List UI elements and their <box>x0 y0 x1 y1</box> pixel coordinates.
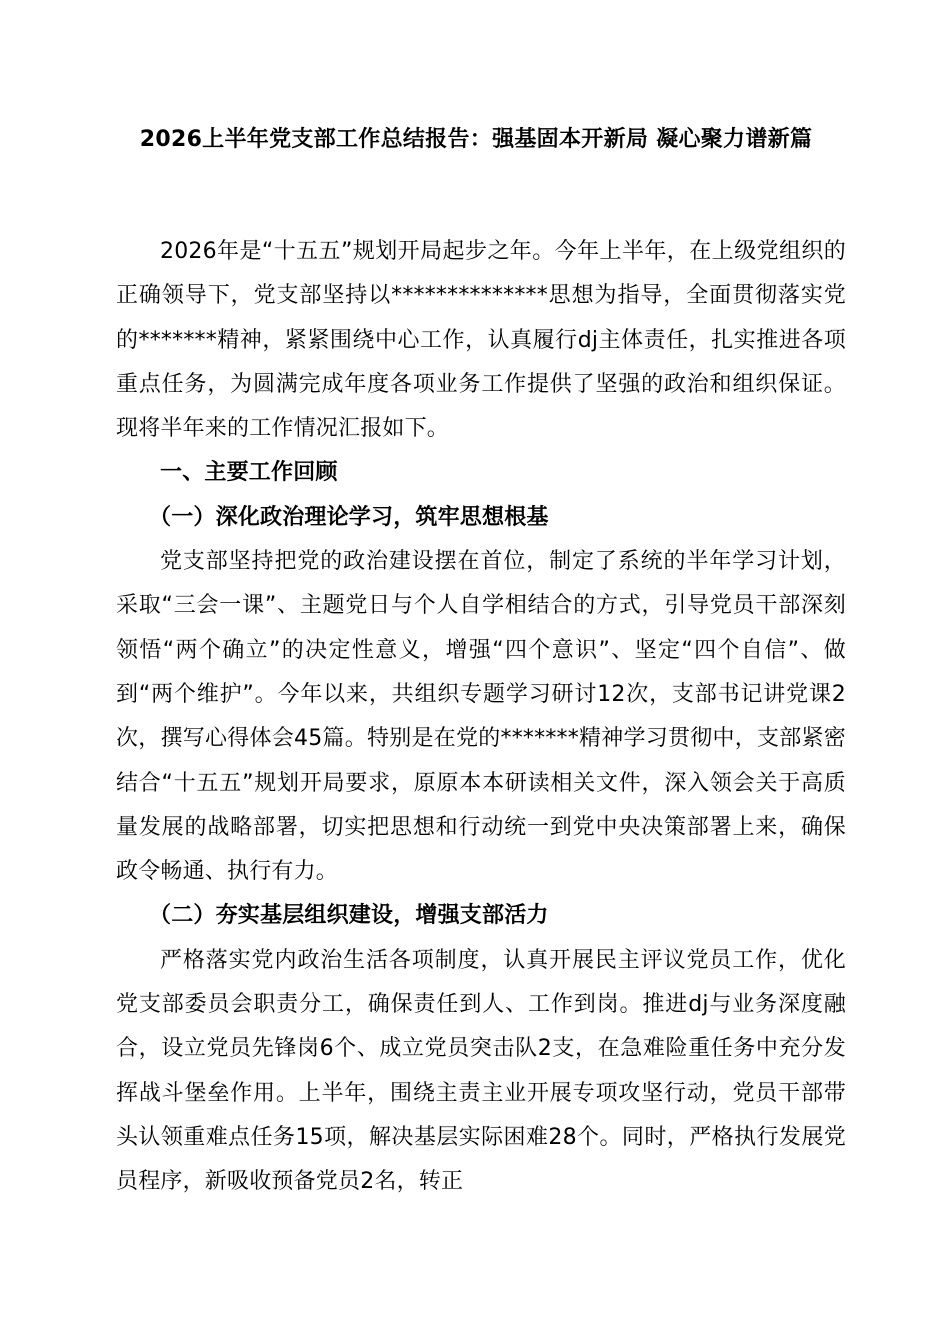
subsection-paragraph-1: 党支部坚持把党的政治建设摆在首位，制定了系统的半年学习计划，采取“三会一课”、主题党日与个人自学相结合的方式，引导党员干部深刻领悟“两个确立”的决定性意义，增强“四个意识”、坚定“四个自信”、做到“两个维护”。今年以来，共组织专题学习研讨12次，支部书记讲党课2次，撰写心得体会45篇。特别是在党的*******精神学习贯彻中，支部紧密结合“十五五”规划开局要求，原原本本研读相关文件，深入领会关于高质量发展的战略部署，切实把思想和行动统一到党中央决策部署上来，确保政令畅通、执行有力。 <box>116 549 846 885</box>
subsection-heading-2: （二）夯实基层组织建设，增强支部活力 <box>149 903 549 929</box>
subsection-paragraph-2: 严格落实党内政治生活各项制度，认真开展民主评议党员工作，优化党支部委员会职责分工，确保责任到人、工作到岗。推进dj与业务深度融合，设立党员先锋岗6个、成立党员突击队2支，在急难险重任务中充分发挥战斗堡垒作用。上半年，围绕主责主业开展专项攻坚行动，党员干部带头认领重难点任务15项，解决基层实际困难28个。同时，严格执行发展党员程序，新吸收预备党员2名，转正 <box>116 947 846 1195</box>
document-title: 2026上半年党支部工作总结报告：强基固本开新局 凝心聚力谱新篇 <box>139 127 813 152</box>
document-body <box>116 230 846 1205</box>
intro-paragraph: 2026年是“十五五”规划开局起步之年。今年上半年，在上级党组织的正确领导下，党支部坚持以**************思想为指导，全面贯彻落实党的*******精神，紧紧围绕中心工作，认真履行dj主体责任，扎实推进各项重点任务，为圆满完成年度各项业务工作提供了坚强的政治和组织保证。现将半年来的工作情况汇报如下。 <box>116 239 846 442</box>
section-heading-1: 一、主要工作回顾 <box>160 460 338 486</box>
subsection-heading-1: （一）深化政治理论学习，筑牢思想根基 <box>149 504 549 530</box>
